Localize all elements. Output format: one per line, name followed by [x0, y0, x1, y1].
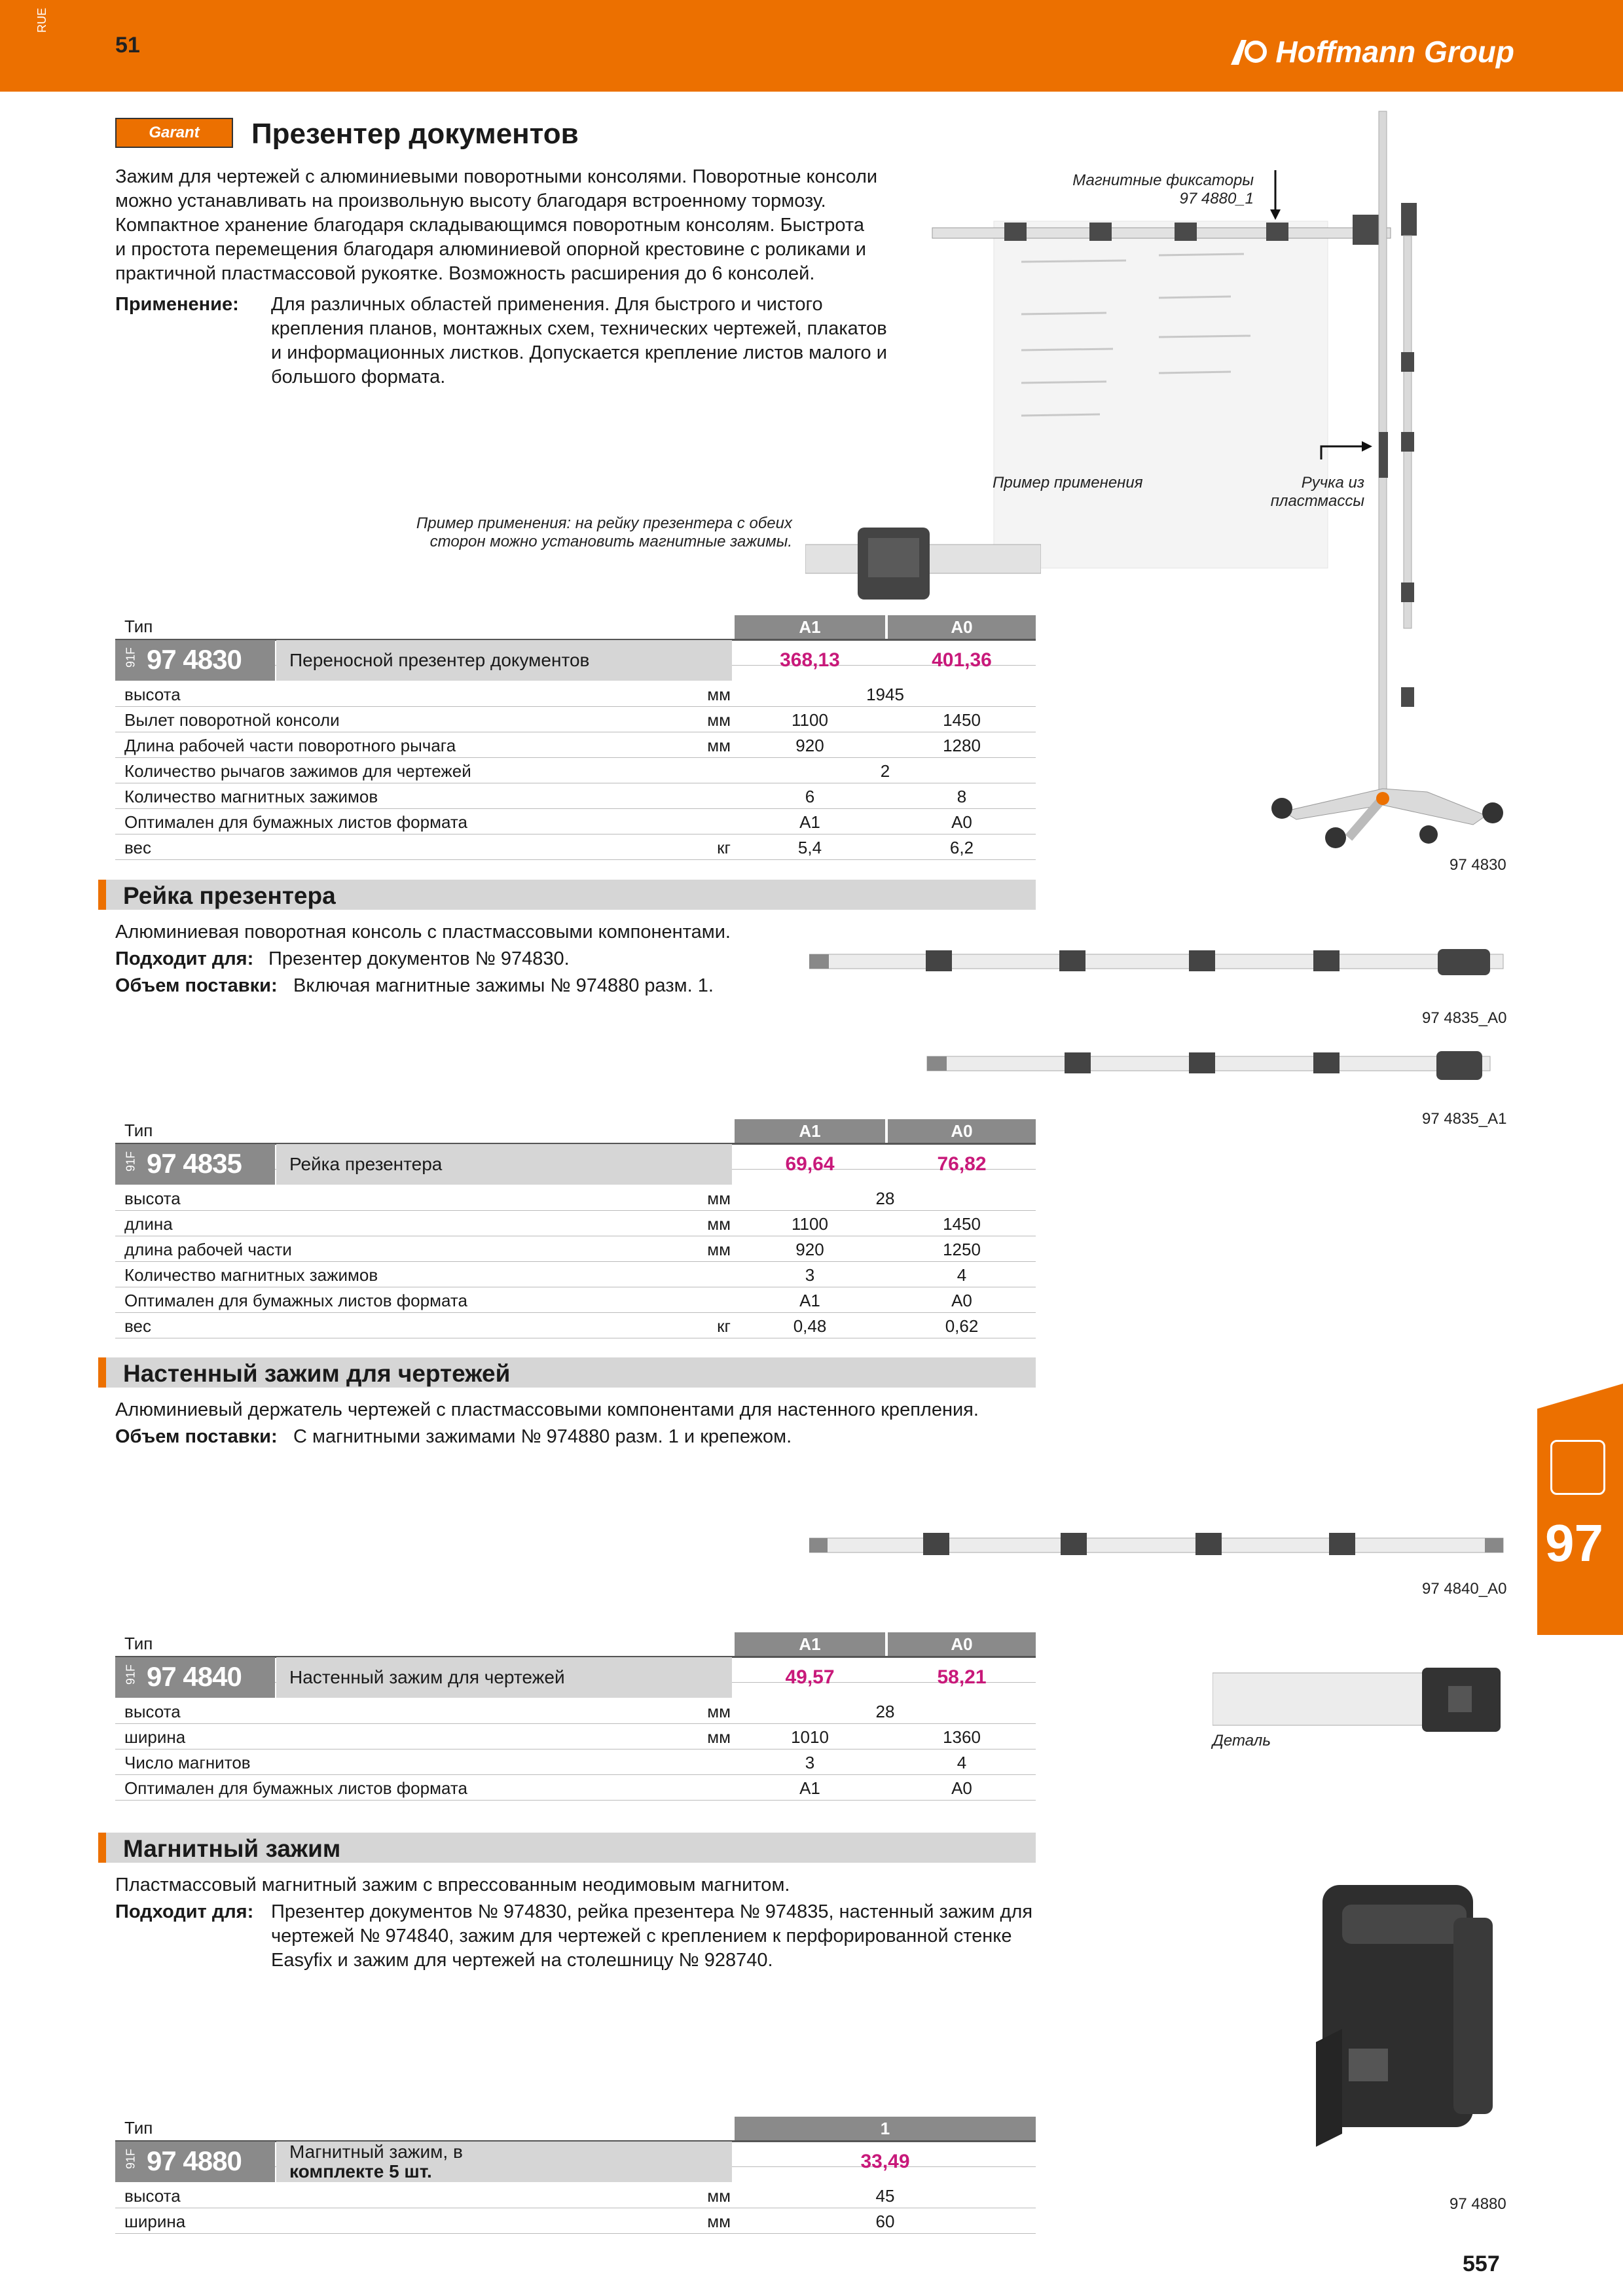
- page-number-top: 51: [115, 33, 140, 58]
- row-unit: мм: [707, 2186, 731, 2206]
- product-code: 97 4840: [147, 1661, 242, 1692]
- table-header: [115, 1119, 1036, 1145]
- application-line: и информационных листков. Допускается крепление листов малого и: [271, 342, 887, 363]
- table-header: [115, 2117, 1036, 2142]
- detail-label: Деталь: [1213, 1732, 1271, 1749]
- row-value-b: 6,2: [949, 838, 974, 857]
- brand-name: Hoffmann Group: [1275, 35, 1514, 69]
- table-row: [115, 758, 1036, 783]
- table-row: [115, 1185, 1036, 1211]
- col-b-header: A0: [888, 615, 1036, 639]
- chapter-tab: [1537, 1384, 1623, 1635]
- product-row: [115, 1144, 1036, 1179]
- row-unit: мм: [707, 710, 731, 730]
- image-code-rail-a0: 97 4835_A0: [1422, 1009, 1507, 1027]
- intro-line: и простота перемещения благодаря алюминиевой опорной крестовине с роликами и: [115, 239, 866, 260]
- spec-table-974830: [115, 615, 1036, 857]
- fits-text: Презентер документов № 974830.: [268, 948, 570, 969]
- type-label: Тип: [124, 2118, 153, 2138]
- row-value-a: 920: [795, 736, 824, 755]
- row-value-a: 920: [795, 1240, 824, 1259]
- row-unit: мм: [707, 736, 731, 755]
- row-unit: кг: [717, 1316, 731, 1336]
- row-value-b: 8: [957, 787, 967, 806]
- brand-logo: [1228, 34, 1514, 69]
- product-prefix: 91F: [124, 1664, 137, 1685]
- section-accent: [98, 1833, 106, 1863]
- row-value: 28: [875, 1702, 895, 1721]
- row-value-b: 4: [957, 1265, 967, 1285]
- section-accent: [98, 880, 106, 910]
- row-unit: мм: [707, 1214, 731, 1234]
- intro-line: практичной пластмассовой рукоятке. Возможность расширения до 6 консолей.: [115, 263, 815, 284]
- section-title: Настенный зажим для чертежей: [123, 1360, 511, 1387]
- table-row: [115, 1236, 1036, 1262]
- row-label: Оптимален для бумажных листов формата: [124, 1778, 467, 1798]
- row-value-a: A1: [799, 812, 820, 832]
- row-value-a: 3: [805, 1753, 815, 1772]
- image-code-rail-a1: 97 4835_A1: [1422, 1110, 1507, 1128]
- type-label: Тип: [124, 1634, 153, 1653]
- table-row: [115, 1211, 1036, 1236]
- row-label: ширина: [124, 1727, 186, 1747]
- row-label: вес: [124, 1316, 151, 1336]
- product-row: [115, 640, 1036, 675]
- page-title: Презентер документов: [251, 118, 579, 150]
- price-b: 401,36: [932, 649, 992, 671]
- row-unit: мм: [707, 1189, 731, 1208]
- row-value-a: 3: [805, 1265, 815, 1285]
- section-title: Рейка презентера: [123, 882, 336, 909]
- label-line: сторон можно установить магнитные зажимы.: [429, 533, 792, 550]
- label-line: 97 4880_1: [1179, 190, 1254, 207]
- row-unit: мм: [707, 2212, 731, 2231]
- fits-label: Подходит для:: [115, 948, 254, 969]
- table-row: [115, 707, 1036, 732]
- row-label: высота: [124, 685, 181, 704]
- product-code-box: [115, 1657, 275, 1698]
- table-row: [115, 1775, 1036, 1801]
- wall-clamp-image: [809, 1525, 1516, 1571]
- row-value-a: 1100: [792, 710, 828, 730]
- magnetic-clip-image: [1303, 1872, 1519, 2160]
- table-row: [115, 681, 1036, 707]
- type-label: Тип: [124, 1121, 153, 1140]
- product-code: 97 4880: [147, 2145, 242, 2176]
- price-a: 49,57: [785, 1666, 835, 1688]
- chapter-category-icon: [1550, 1440, 1605, 1495]
- application-label: Применение:: [115, 294, 239, 315]
- table-row: [115, 1698, 1036, 1724]
- row-label: Вылет поворотной консоли: [124, 710, 340, 730]
- row-value: 60: [875, 2212, 895, 2231]
- product-code: 97 4835: [147, 1148, 242, 1179]
- row-value-a: A1: [799, 1778, 820, 1798]
- product-name: [276, 2142, 732, 2182]
- scope-text: С магнитными зажимами № 974880 разм. 1 и крепежом.: [293, 1426, 792, 1447]
- row-value-a: 6: [805, 787, 815, 806]
- table-header: [115, 615, 1036, 641]
- label-line: Ручка из: [1301, 474, 1364, 492]
- col-a-header: A1: [735, 1632, 885, 1656]
- chapter-number: 97: [1545, 1514, 1603, 1572]
- row-value-a: 1100: [792, 1214, 828, 1234]
- product-code-box: [115, 2142, 275, 2182]
- section-desc: Алюминиевая поворотная консоль с пластмассовыми компонентами.: [115, 922, 731, 942]
- row-value: 45: [875, 2186, 895, 2206]
- label-line: Пример применения: на рейку презентера с обеих: [416, 514, 792, 532]
- product-name: Переносной презентер документов: [276, 640, 732, 681]
- rail-example-label: [367, 514, 792, 551]
- fits-line: Презентер документов № 974830, рейка презентера № 974835, настенный зажим для: [271, 1901, 1033, 1922]
- row-value-b: 1280: [943, 736, 981, 755]
- table-row: [115, 1262, 1036, 1287]
- application-line: Для различных областей применения. Для быстрого и чистого: [271, 294, 823, 315]
- hoffmann-logo-icon: [1228, 36, 1267, 67]
- product-prefix: 91F: [124, 647, 137, 668]
- section-accent: [98, 1357, 106, 1388]
- row-unit: мм: [707, 1727, 731, 1747]
- image-code-wall-a0: 97 4840_A0: [1422, 1580, 1507, 1598]
- section-header: [98, 880, 1036, 910]
- row-value-a: 1010: [791, 1727, 829, 1747]
- row-unit: мм: [707, 1702, 731, 1721]
- row-value-a: 0,48: [793, 1316, 827, 1336]
- row-label: длина рабочей части: [124, 1240, 292, 1259]
- table-row: [115, 1313, 1036, 1338]
- row-value-b: A0: [951, 1778, 972, 1798]
- fits-line: Easyfix и зажим для чертежей на столешницу № 928740.: [271, 1950, 773, 1971]
- col-a-header: A1: [735, 615, 885, 639]
- product-name-line: комплекте 5 шт.: [289, 2161, 432, 2181]
- table-row: [115, 783, 1036, 809]
- intro-text: [115, 165, 940, 286]
- section-desc: Пластмассовый магнитный зажим с впрессованным неодимовым магнитом.: [115, 1874, 790, 1895]
- col-a-header: A1: [735, 1119, 885, 1143]
- row-unit: кг: [717, 838, 731, 857]
- row-value-b: A0: [951, 1291, 972, 1310]
- product-code: 97 4830: [147, 644, 242, 675]
- table-row: [115, 2183, 1036, 2208]
- price: 33,49: [860, 2151, 910, 2172]
- row-label: длина: [124, 1214, 173, 1234]
- table-row: [115, 809, 1036, 834]
- row-label: высота: [124, 1189, 181, 1208]
- row-label: Количество рычагов зажимов для чертежей: [124, 761, 471, 781]
- spec-table-974880: [115, 2117, 1036, 2241]
- product-name-line: Магнитный зажим, в: [289, 2142, 463, 2162]
- language-code: RUE: [35, 7, 48, 33]
- col-header: 1: [735, 2117, 1036, 2140]
- application-line: большого формата.: [271, 367, 446, 387]
- intro-line: можно устанавливать на произвольную высоту благодаря встроенному тормозу.: [115, 190, 826, 211]
- spec-table-974835: [115, 1119, 1036, 1335]
- label-line: пластмассы: [1270, 492, 1364, 510]
- col-b-header: A0: [888, 1119, 1036, 1143]
- price-a: 69,64: [785, 1153, 835, 1175]
- row-unit: мм: [707, 1240, 731, 1259]
- garant-logo: Garant: [115, 118, 233, 148]
- row-value-a: A1: [799, 1291, 820, 1310]
- row-label: высота: [124, 2186, 181, 2206]
- row-unit: мм: [707, 685, 731, 704]
- rail-example-image: [805, 504, 1041, 602]
- row-value-b: 1450: [943, 1214, 981, 1234]
- product-code-box: [115, 640, 275, 681]
- row-label: Оптимален для бумажных листов формата: [124, 812, 467, 832]
- row-value-b: 1250: [943, 1240, 981, 1259]
- table-row: [115, 1724, 1036, 1749]
- magnetic-fixers-label: [1070, 171, 1254, 208]
- row-label: Число магнитов: [124, 1753, 251, 1772]
- product-prefix: 91F: [124, 2148, 137, 2170]
- product-prefix: 91F: [124, 1151, 137, 1172]
- row-value-b: 4: [957, 1753, 967, 1772]
- product-row: [115, 2142, 1036, 2181]
- scope-label: Объем поставки:: [115, 975, 278, 996]
- application-line: крепления планов, монтажных схем, технических чертежей, плакатов: [271, 318, 887, 339]
- section-header: [98, 1357, 1036, 1388]
- page-number-bottom: 557: [1463, 2251, 1500, 2276]
- table-row: [115, 2208, 1036, 2234]
- row-label: Количество магнитных зажимов: [124, 787, 378, 806]
- row-value-b: 1360: [943, 1727, 981, 1747]
- row-label: вес: [124, 838, 151, 857]
- table-header: [115, 1632, 1036, 1658]
- row-label: высота: [124, 1702, 181, 1721]
- table-row: [115, 1287, 1036, 1313]
- row-value-b: 1450: [943, 710, 981, 730]
- row-value: 28: [875, 1189, 895, 1208]
- row-label: Оптимален для бумажных листов формата: [124, 1291, 467, 1310]
- product-name: Настенный зажим для чертежей: [276, 1657, 732, 1698]
- row-value: 2: [880, 761, 890, 781]
- row-value-b: 0,62: [945, 1316, 979, 1336]
- table-row: [115, 834, 1036, 860]
- section-desc: Алюминиевый держатель чертежей с пластмассовыми компонентами для настенного крепления.: [115, 1399, 979, 1420]
- price-b: 76,82: [937, 1153, 987, 1175]
- row-value-a: 5,4: [797, 838, 822, 857]
- row-label: Количество магнитных зажимов: [124, 1265, 378, 1285]
- product-code-box: [115, 1144, 275, 1185]
- row-label: ширина: [124, 2212, 186, 2231]
- fits-label: Подходит для:: [115, 1901, 254, 1922]
- price-b: 58,21: [937, 1666, 987, 1688]
- spec-table-974840: [115, 1632, 1036, 1809]
- row-label: Длина рабочей части поворотного рычага: [124, 736, 456, 755]
- fits-line: чертежей № 974840, зажим для чертежей с креплением к перфорированной стенке: [271, 1926, 1012, 1946]
- intro-line: Компактное хранение благодаря складывающимся поворотным консолям. Быстрота: [115, 215, 864, 236]
- rail-images: [809, 942, 1516, 1100]
- table-row: [115, 1749, 1036, 1775]
- example-label: Пример применения: [993, 474, 1143, 492]
- row-value: 1945: [866, 685, 904, 704]
- image-code-stand: 97 4830: [1450, 856, 1506, 874]
- scope-label: Объем поставки:: [115, 1426, 278, 1447]
- type-label: Тип: [124, 617, 153, 636]
- col-b-header: A0: [888, 1632, 1036, 1656]
- label-line: Магнитные фиксаторы: [1072, 171, 1254, 189]
- product-name: Рейка презентера: [276, 1144, 732, 1185]
- handle-label: [1250, 474, 1364, 511]
- row-value-b: A0: [951, 812, 972, 832]
- fits-text: [271, 1900, 1037, 1973]
- section-header: [98, 1833, 1036, 1863]
- image-code-clip: 97 4880: [1450, 2195, 1506, 2213]
- scope-text: Включая магнитные зажимы № 974880 разм. 1.: [293, 975, 714, 996]
- intro-line: Зажим для чертежей с алюминиевыми поворотными консолями. Поворотные консоли: [115, 166, 878, 187]
- table-row: [115, 732, 1036, 758]
- product-row: [115, 1657, 1036, 1692]
- section-title: Магнитный зажим: [123, 1835, 341, 1862]
- application-text: [271, 293, 926, 389]
- price-a: 368,13: [780, 649, 840, 671]
